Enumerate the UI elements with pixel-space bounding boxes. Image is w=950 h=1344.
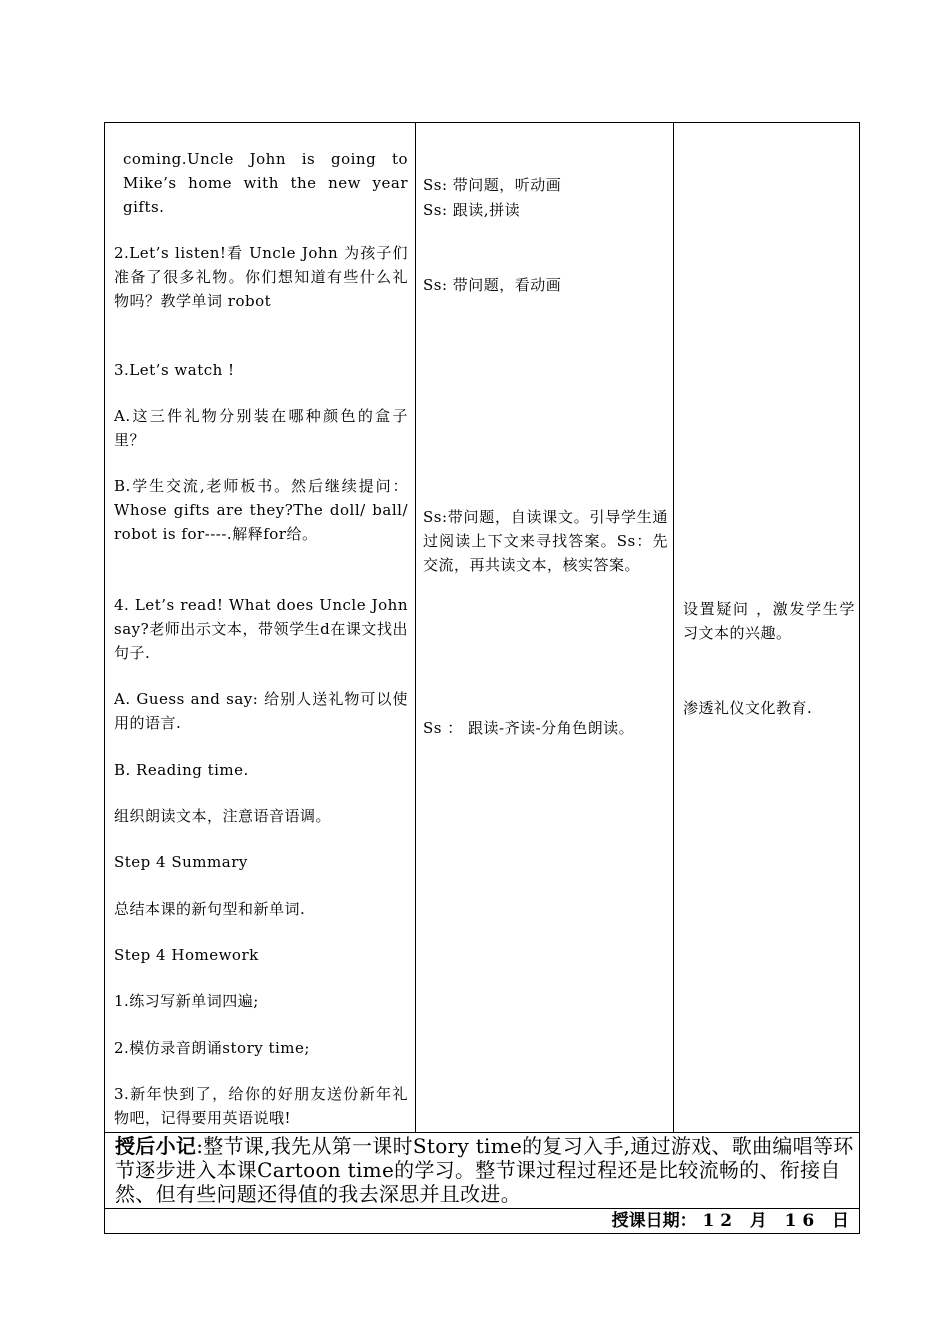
- paragraph: coming.Uncle John is going to Mike’s home with the new year gifts.: [123, 150, 408, 216]
- paragraph: 2.Let’s listen!看 Uncle John 为孩子们准备了很多礼物。你们想知道有些什么礼物吗？教学单词 robot: [114, 244, 408, 310]
- post-lesson-reflection: [115, 1134, 855, 1206]
- paragraph: 4. Let’s read! What does Uncle John say?老师出示文本，带领学生d在课文找出句子.: [114, 596, 408, 662]
- paragraph: 2.模仿录音朗诵story time;: [114, 1039, 310, 1057]
- date-month: 1 2: [702, 1211, 733, 1231]
- lesson-plan-table: [104, 122, 860, 1234]
- paragraph: Ss: 跟读,拼读: [423, 201, 521, 219]
- paragraph: Ss: 带问题，听动画: [423, 176, 562, 194]
- reflection-text: :整节课,我先从第一课时Story time的复习入手,通过游戏、歌曲编唱等环节逐步进入本课Cartoon time的学习。整节课过程过程还是比较流畅的、衔接自然、但有些问题还得值的我去深思并且改进。: [115, 1134, 854, 1206]
- paragraph: Ss:带问题，自读课文。引导学生通过阅读上下文来寻找答案。Ss：先交流，再共读文本，核实答案。: [423, 508, 668, 574]
- paragraph: 设置疑问 ，激发学生学习文本的兴趣。: [683, 600, 855, 642]
- paragraph: Ss ： 跟读-齐读-分角色朗读。: [423, 719, 635, 737]
- column-divider: [415, 123, 416, 1132]
- month-unit: 月: [749, 1211, 767, 1231]
- paragraph: 3.新年快到了，给你的好朋友送份新年礼物吧，记得要用英语说哦!: [114, 1085, 408, 1127]
- paragraph: Step 4 Homework: [114, 946, 259, 964]
- date-label: 授课日期：: [611, 1211, 697, 1231]
- paragraph: A.这三件礼物分别装在哪种颜色的盒子里？: [114, 407, 408, 449]
- paragraph: Ss: 带问题，看动画: [423, 276, 562, 294]
- paragraph: B. Reading time.: [114, 761, 249, 779]
- paragraph: B.学生交流,老师板书。然后继续提问： Whose gifts are they?The doll/ ball/ robot is for----.解释for给。: [114, 477, 408, 543]
- date-day: 1 6: [784, 1211, 815, 1231]
- paragraph: 总结本课的新句型和新单词.: [114, 900, 306, 918]
- column-divider: [673, 123, 674, 1132]
- paragraph: Step 4 Summary: [114, 853, 248, 871]
- paragraph: 3.Let’s watch !: [114, 361, 235, 379]
- paragraph: 1.练习写新单词四遍;: [114, 992, 259, 1010]
- teaching-date: [612, 1209, 849, 1233]
- day-unit: 日: [832, 1211, 849, 1231]
- row-divider: [105, 1132, 859, 1133]
- paragraph: A. Guess and say: 给别人送礼物可以使用的语言.: [114, 690, 408, 732]
- paragraph: 渗透礼仪文化教育.: [683, 699, 813, 717]
- paragraph: 组织朗读文本，注意语音语调。: [114, 807, 332, 825]
- reflection-label: 授后小记: [115, 1134, 197, 1158]
